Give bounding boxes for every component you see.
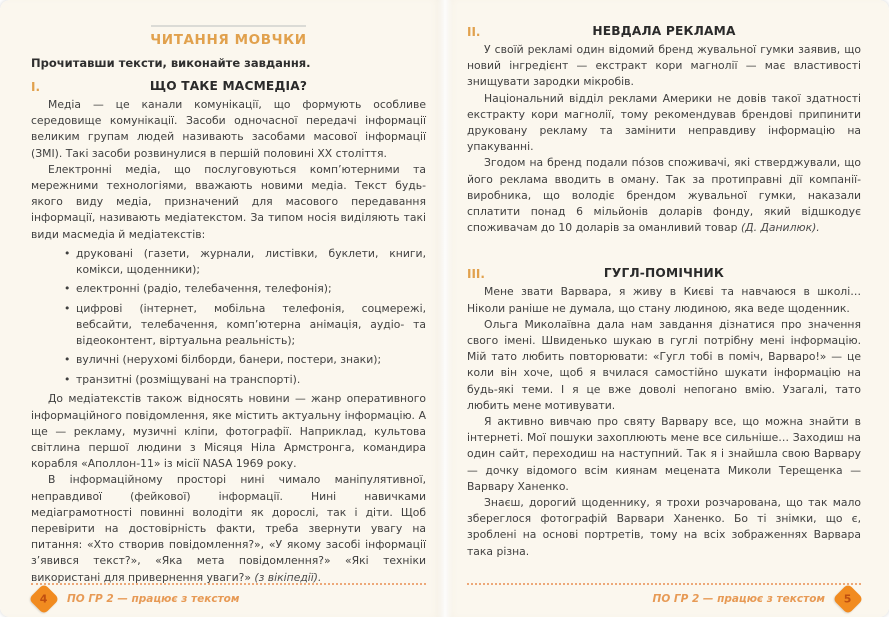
footer-row	[31, 587, 426, 611]
section-2-title: НЕВДАЛА РЕКЛАМА	[592, 24, 736, 38]
list-item: • цифрові (інтернет, мобільна телефонія, соцмережі, вебсайти, телебачення, комп’ютерна анімація, аудіо- та відеоконтент, віртуальна реальність);	[31, 301, 426, 349]
section-divider-line	[151, 25, 306, 27]
footer-dotted-line	[467, 583, 861, 585]
paragraph-text: В інформаційному просторі нині чимало маніпулятивної, неправдивої (фейкової) інформації. Нині навичками медіаграмотності повинні володіти як дорослі, так і діти. Щоб перевірити на достовірність факти, треба звернути увагу на питання: «Хто створив повідомлення?», «У якому засобі інформації з’явився текст?», «Яка мета повідомлення?» «Які техніки використані для привернення уваги?»	[31, 473, 426, 584]
list-item: • друковані (газети, журнали, листівки, буклети, книги, комікси, щоденники);	[31, 246, 426, 278]
paragraph	[31, 472, 426, 585]
instruction-text: Прочитавши тексти, виконайте завдання.	[31, 56, 311, 70]
page-number-badge	[832, 583, 863, 614]
paragraph: У своїй рекламі один відомий бренд жувальної гумки заявив, що новий інгредієнт — екстракт кори магнолії — має властивості знищувати зародки мікробів.	[467, 43, 861, 89]
paragraph: Медіа — це канали комунікації, що формують особливе середовище комунікації. Засоби одночасної передачі інформації великим групам людей називають засобами масової інформації (ЗМІ). Такі засоби розвинулися в першій половині ХХ століття.	[31, 98, 426, 160]
list-item: • транзитні (розміщувані на транспорті).	[31, 372, 426, 388]
page-number-badge	[28, 583, 59, 614]
paragraph: Знаєш, дорогий щоденнику, я трохи розчарована, що так мало збереглося фотографій Варвари Ханенко. Бо ті знімки, що є, зроблені на основі портретів, тому на всіх зображеннях Варвара така різна.	[467, 496, 861, 558]
paragraph: Електронні медіа, що послуговуються комп’ютерними та мережними технологіями, вважають новими медіа. Текст будь-якого виду медіа, призначений для масового передавання інформації, називають медіатекстом. За типом носія виділяють такі види масмедіа й медіатекстів:	[31, 162, 426, 241]
section-1-title: ЩО ТАКЕ МАСМЕДІА?	[149, 79, 308, 93]
paragraph: Ольга Миколаївна дала нам завдання дізнатися про значення свого імені. Швиденько шукаю в гуглі потрібну мені інформацію. Мій тато любить повторювати: «Гугл тобі в поміч, Варваро!» — це коли він хоче, щоб я вчилася самостійно шукати інформацію на будь-які теми. І я це вже доволі непогано вмію. Узагалі, тато любить мене мотивувати.	[467, 317, 861, 412]
section-2-numeral: II.	[467, 25, 481, 39]
page-number: 4	[40, 592, 48, 606]
footer-row	[467, 587, 861, 611]
media-types-list	[31, 246, 426, 388]
paragraph: Національний відділ реклами Америки не довів такої здатності екстракту кори магнолії, тому рекомендував брендові припинити друковану рекламу та замінити неправдиву інформацію на упакуванні.	[467, 91, 861, 154]
source-credit: (з вікіпедії).	[254, 570, 322, 584]
section-3-header	[467, 266, 861, 280]
paragraph	[467, 155, 861, 236]
page-footer-left	[31, 583, 426, 611]
section-3-title: ГУГЛ-ПОМІЧНИК	[603, 266, 725, 281]
page-left	[0, 0, 444, 617]
page-right	[444, 0, 889, 617]
paragraph: Мене звати Варвара, я живу в Києві та навчаюся в школі… Ніколи раніше не думала, що стану людиною, яка веде щоденник.	[467, 285, 861, 315]
chapter-title: ЧИТАННЯ МОВЧКИ	[150, 32, 307, 48]
page-footer-right	[467, 583, 861, 611]
paragraph: Я активно вивчаю про святу Варвару все, що можна знайти в інтернеті. Мої пошуки захоплюють мене все сильніше… Заходиш на один сайт, переходиш на наступний. Так я і знайшла свою Варвару — дочку відомого всім киянам мецената Миколи Терещенка — Варвару Ханенко.	[467, 415, 861, 493]
list-item: • електронні (радіо, телебачення, телефонія);	[31, 281, 426, 297]
section-1-header	[31, 79, 426, 93]
page-number: 5	[844, 592, 852, 606]
paragraph: До медіатекстів також відносять новини — жанр оперативного інформаційного повідомлення, яке містить актуальну інформацію. А ще — рекламу, музичні кліпи, фотографії. Наприклад, культова світлина першої людини з Місяця Ніла Армстронга, командира корабля «Аполлон-11» із місії NASA 1969 року.	[31, 392, 426, 471]
footer-dotted-line	[31, 583, 426, 585]
section-3-numeral: III.	[467, 267, 485, 282]
section-2-header	[467, 24, 861, 38]
section-1-numeral: I.	[31, 80, 41, 94]
paragraph-text: Згодом на бренд подали пóзов споживачі, які стверджували, що його реклама вводить в оману. Так за протиправні дії компанії-виробника, що володіє брендом жувальної гумки, наказали сплатити понад 6 мільйонів доларів фонду, який відшкодує споживачам до 10 доларів за оманливий товар	[467, 156, 861, 235]
author-credit: (Д. Данилюк).	[740, 221, 820, 235]
running-footer-text: ПО ГР 2 — працює з текстом	[67, 593, 240, 605]
running-footer-text: ПО ГР 2 — працює з текстом	[652, 593, 825, 605]
list-item: • вуличні (нерухомі білборди, банери, постери, знаки);	[31, 352, 426, 368]
